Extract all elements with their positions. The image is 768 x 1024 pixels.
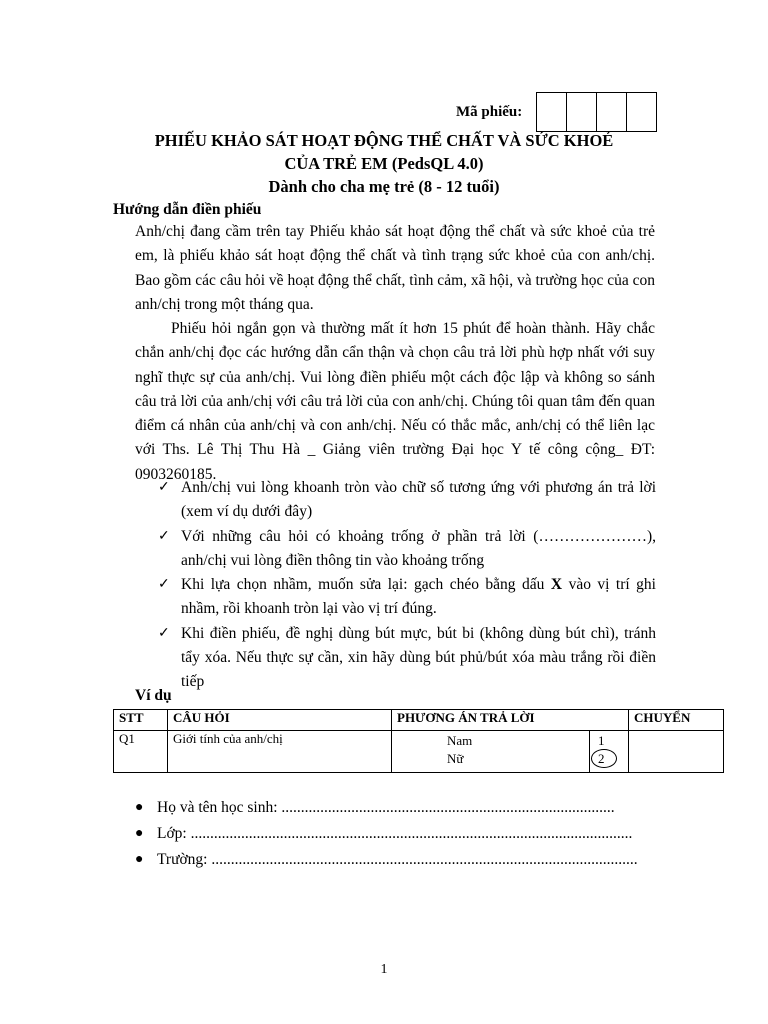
- instruction-text: Với những câu hỏi có khoảng trống ở phần trả lời (…………………), anh/chị vui lòng điền thông tin vào khoảng trống: [181, 527, 656, 569]
- bullet-icon: ●: [135, 800, 144, 815]
- instruction-checklist: [158, 476, 656, 695]
- form-code-box[interactable]: [627, 93, 656, 131]
- form-code-boxes: [536, 92, 657, 132]
- answer-code[interactable]: 2: [598, 751, 605, 766]
- example-table: [113, 709, 724, 773]
- answer-option-label: Nữ: [447, 751, 464, 766]
- header-stt: STT: [114, 710, 168, 731]
- field-text: Trường: ..............................................................................................................: [157, 851, 638, 868]
- answer-code[interactable]: 1: [598, 733, 605, 748]
- checkmark-icon: ✓: [158, 577, 170, 593]
- row-answer-options: [392, 731, 629, 773]
- guide-paragraph-2: Phiếu hỏi ngắn gọn và thường mất ít hơn 15 phút để hoàn thành. Hãy chắc chắn anh/chị đọc các hướng dẫn cẩn thận và chọn câu trả lời phù hợp nhất với suy nghĩ thực sự của anh/chị. Vui lòng điền phiếu một cách độc lập và không so sánh câu trả lời của anh/chị với câu trả lời của con anh/chị. Chúng tôi quan tâm đến quan điểm cá nhân của anh/chị và con anh/chị. Nếu có thắc mắc, anh/chị có thể liên lạc với Ths. Lê Thị Thu Hà _ Giảng viên trường Đại học Y tế công cộng_ ĐT: 0903260185.: [135, 320, 655, 483]
- instruction-text: [181, 576, 656, 617]
- example-table-header-row: [114, 710, 724, 731]
- bullet-icon: ●: [135, 826, 144, 841]
- example-heading: Ví dụ: [135, 687, 172, 704]
- school-field[interactable]: [135, 847, 638, 873]
- header-skip: CHUYỂN: [629, 710, 724, 731]
- checkmark-icon: ✓: [158, 480, 170, 495]
- document-title-line-2: CỦA TRẺ EM (PedsQL 4.0): [284, 154, 484, 173]
- field-text: Họ và tên học sinh: ......................................................................................: [157, 799, 615, 816]
- example-table-row: [114, 731, 724, 773]
- form-code-box[interactable]: [567, 93, 597, 131]
- checkmark-icon: ✓: [158, 625, 170, 641]
- header-answer-options: PHƯƠNG ÁN TRẢ LỜI: [392, 710, 629, 731]
- header-question: CÂU HỎI: [168, 710, 392, 731]
- bullet-icon: ●: [135, 852, 144, 867]
- instruction-item: [158, 622, 656, 695]
- instruction-item: [158, 525, 656, 574]
- instruction-text-before: Khi lựa chọn nhầm, muốn sửa lại: gạch chéo bằng dấu: [181, 576, 551, 594]
- student-info-fields: [135, 795, 638, 873]
- instruction-text: Anh/chị vui lòng khoanh tròn vào chữ số tương ứng với phương án trả lời (xem ví dụ dưới đây): [181, 479, 656, 521]
- row-skip: [629, 731, 724, 773]
- form-code-row: [456, 92, 657, 132]
- answer-option-label: Nam: [447, 733, 473, 748]
- guide-paragraph-1: Anh/chị đang cầm trên tay Phiếu khảo sát hoạt động thể chất và sức khoẻ của trẻ em, là phiếu khảo sát hoạt động thể chất và tình trạng sức khoẻ của con anh/chị. Bao gồm các câu hỏi về hoạt động thể chất, tình cảm, xã hội, và trường học của con anh/chị trong một tháng qua.: [135, 223, 655, 313]
- instruction-item: [158, 573, 656, 622]
- page-number: 1: [380, 962, 388, 977]
- instruction-item: [158, 476, 656, 525]
- form-code-box[interactable]: [537, 93, 567, 131]
- field-text: Lớp: ..................................................................................................................: [157, 825, 633, 842]
- answer-code-column: [589, 731, 632, 772]
- class-field[interactable]: [135, 821, 638, 847]
- instruction-text: Khi điền phiếu, đề nghị dùng bút mực, bút bi (không dùng bút chì), tránh tẩy xóa. Nếu thực sự cần, xin hãy dùng bút phủ/bút xóa màu trắng rồi điền tiếp: [181, 624, 656, 691]
- document-title-line-1: PHIẾU KHẢO SÁT HOẠT ĐỘNG THỂ CHẤT VÀ SỨC KHOẺ: [154, 131, 614, 150]
- guide-heading: Hướng dẫn điền phiếu: [113, 201, 262, 218]
- form-code-label: Mã phiếu:: [456, 103, 523, 120]
- instruction-text-bold: X: [550, 576, 563, 594]
- student-name-field[interactable]: [135, 795, 638, 821]
- instruction-text-after: vào vị trí ghi nhầm, rồi khoanh tròn lại vào vị trí đúng.: [181, 576, 656, 618]
- document-subtitle: Dành cho cha mẹ trẻ (8 - 12 tuổi): [268, 177, 500, 196]
- row-question: Giới tính của anh/chị: [168, 731, 392, 773]
- form-code-box[interactable]: [597, 93, 627, 131]
- checkmark-icon: ✓: [158, 528, 170, 544]
- row-stt: Q1: [114, 731, 168, 773]
